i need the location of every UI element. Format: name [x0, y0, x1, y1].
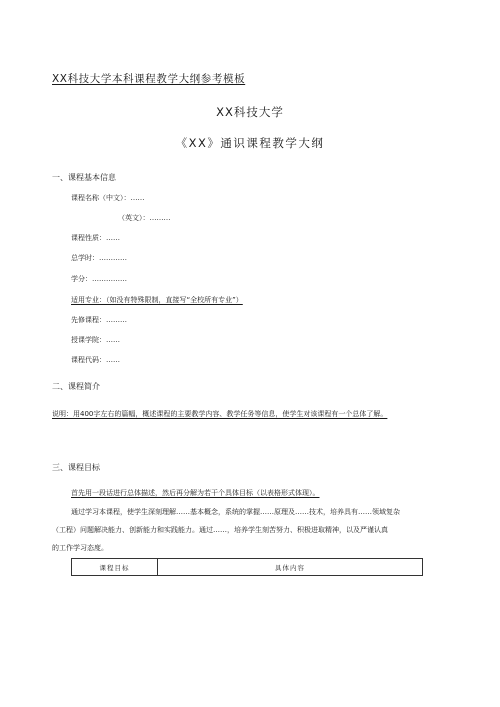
section-3-heading: 三、课程目标	[52, 463, 100, 472]
field-course-name-cn: 课程名称（中文）：……	[71, 194, 145, 202]
field-prerequisites: 先修课程：………	[71, 316, 127, 324]
university-name: XX科技大学	[216, 105, 284, 119]
document-header: XX科技大学本科课程教学大纲参考模板	[52, 73, 246, 85]
table-header-row	[72, 559, 423, 576]
section-3-para-line-3: 的工作学习态度。	[52, 544, 108, 552]
course-goals-table	[71, 558, 423, 576]
field-course-nature: 课程性质：……	[71, 234, 120, 242]
field-total-hours: 总学时：…………	[71, 254, 127, 262]
document-title: 《XX》通识课程教学大纲	[175, 136, 325, 150]
section-3-para-line-1: 通过学习本课程，使学生深刻理解……基本概念，系统的掌握……原理及……技术，培养具有……领域复杂	[71, 508, 400, 516]
table-header-goal: 课程目标	[72, 559, 158, 576]
section-2-heading: 二、课程简介	[52, 382, 100, 391]
table-header-content: 具体内容	[158, 559, 423, 576]
section-3-para-line-2: （工程）问题解决能力、创新能力和实践能力。通过……，培养学生刻苦努力、积极进取精神，以及严谨认真	[52, 526, 388, 534]
field-course-code: 课程代码：……	[71, 356, 120, 364]
section-3-intro: 首先用一段话进行总体描述，然后再分解为若干个具体目标（以表格形式体现）。	[71, 489, 320, 497]
field-credits: 学分：……………	[71, 275, 127, 283]
field-applicable-majors: 适用专业：（如没有特殊限制，直接写“全校所有专业”）	[71, 296, 243, 304]
field-teaching-school: 授课学院：……	[71, 336, 120, 344]
section-1-heading: 一、课程基本信息	[52, 173, 116, 182]
field-course-name-en: （英文）：………	[118, 214, 171, 222]
section-2-note: 说明：用400字左右的篇幅，概述课程的主要教学内容、教学任务等信息，使学生对该课程有一个总体了解。	[52, 410, 388, 418]
